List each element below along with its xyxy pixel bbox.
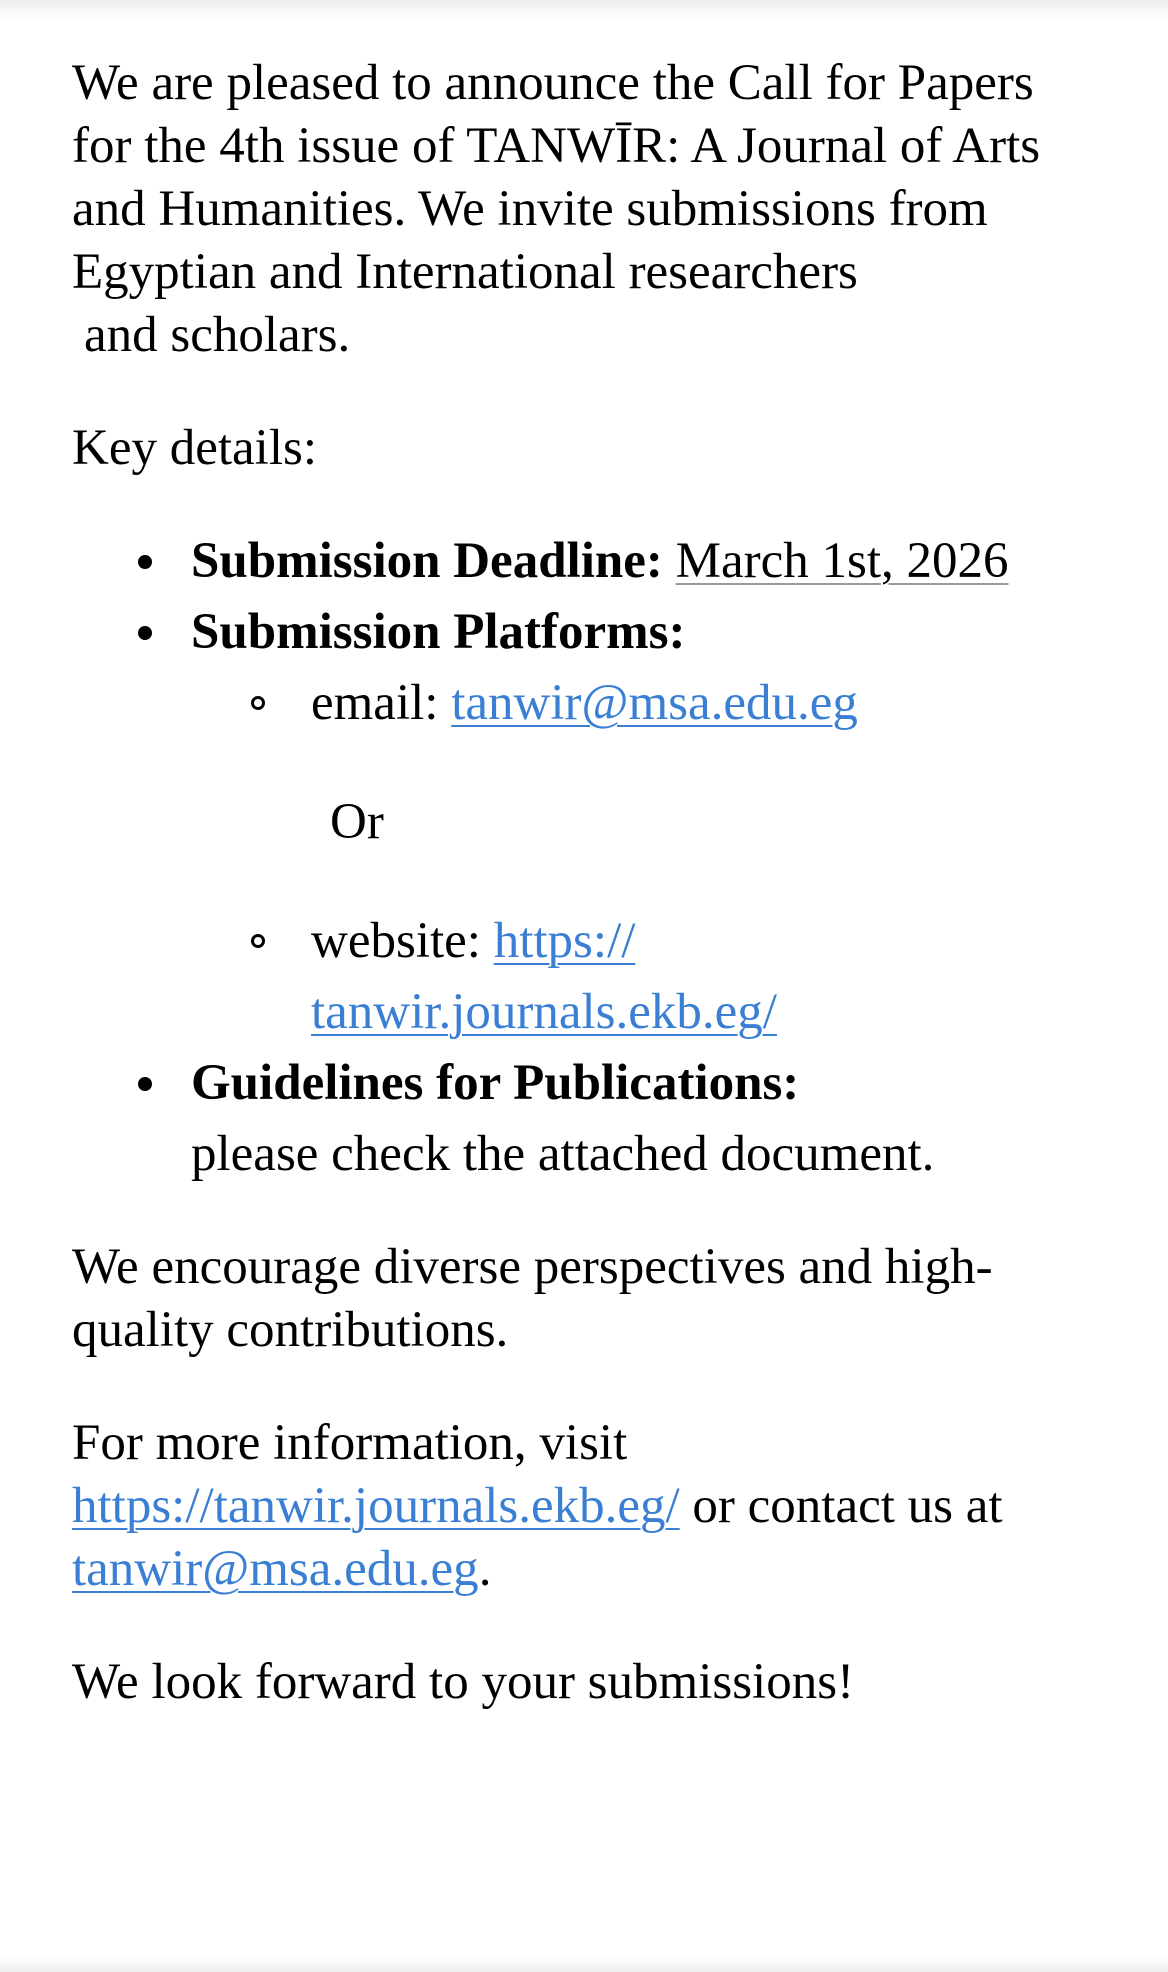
bullet-icon [138,626,152,640]
website-link-part1[interactable]: https:// [493,913,636,969]
closing-paragraph: We look forward to your submissions! [72,1654,855,1710]
encourage-paragraph: We encourage diverse perspectives and high-quality contributions. [72,1239,993,1358]
contact-email-link[interactable]: tanwir@msa.edu.eg [72,1541,479,1597]
email-label: email: [311,675,439,731]
more-info-suffix: . [478,1541,492,1597]
intro-text: We are pleased to announce the Call for Papers for the 4th issue of TANWĪR: A Journal of Arts and Humanities. We invite submissions from Egyptian and International researchers [72,55,1041,300]
more-info-prefix: For more information, visit [72,1415,628,1471]
list-item-deadline [72,526,1141,597]
top-edge-shadow [0,0,1168,22]
list-item-guidelines [72,1048,1141,1190]
list-item-platforms [72,597,1141,1048]
platforms-sublist [191,668,1141,739]
deadline-date[interactable]: March 1st, 2026 [675,533,1009,589]
deadline-label: Submission Deadline: [191,533,663,589]
platforms-label: Submission Platforms: [191,604,686,660]
guidelines-text: please check the attached document. [191,1126,935,1182]
bullet-icon [138,555,152,569]
more-info-paragraph [72,1412,1132,1601]
bottom-edge-shadow [0,1954,1168,1972]
intro-paragraph [72,52,1092,367]
sublist-item-website [191,906,1141,1048]
guidelines-label: Guidelines for Publications: [191,1055,800,1111]
email-link[interactable]: tanwir@msa.edu.eg [451,675,858,731]
website-label: website: [311,913,481,969]
key-details-list [72,526,1132,1190]
sublist-item-email [191,668,1141,739]
intro-last-line: and scholars. [84,307,351,363]
email-body [72,52,1132,1714]
website-link-part2[interactable]: tanwir.journals.ekb.eg/ [311,984,777,1040]
platforms-sublist-website [191,906,1141,1048]
bullet-icon [138,1077,152,1091]
circle-bullet-icon [251,934,265,948]
or-text: Or [330,794,384,850]
more-info-middle: or contact us at [692,1478,1003,1534]
website-link[interactable]: https://tanwir.journals.ekb.eg/ [72,1478,680,1534]
key-details-heading: Key details: [72,420,318,476]
circle-bullet-icon [251,696,265,710]
